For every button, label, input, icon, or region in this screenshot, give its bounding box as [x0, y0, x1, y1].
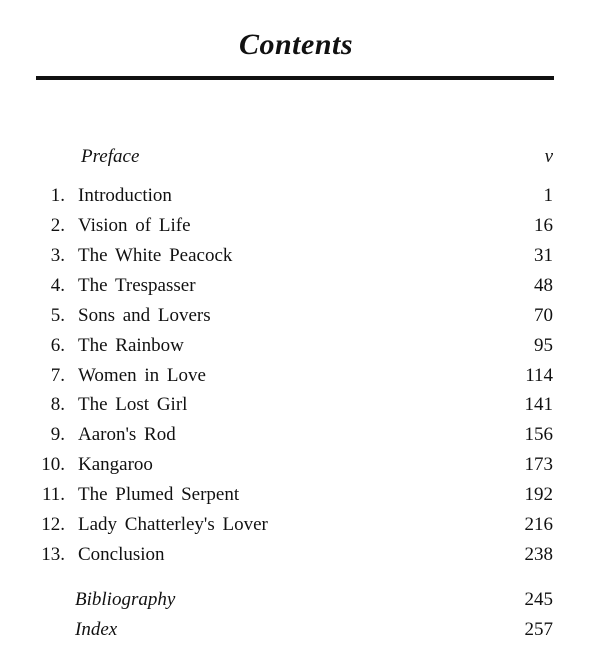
chapter-number: 12.: [41, 514, 65, 535]
chapter-title: The Trespasser: [78, 275, 196, 296]
chapter-page: 141: [524, 394, 553, 415]
chapter-title: Vision of Life: [78, 215, 191, 236]
chapter-title: The White Peacock: [78, 245, 233, 266]
toc-entry-chapter-2: [0, 212, 600, 240]
chapter-page: 156: [524, 424, 553, 445]
chapter-page: 192: [524, 484, 553, 505]
toc-entry-chapter-6: [0, 332, 600, 360]
toc-entry-chapter-12: [0, 511, 600, 539]
entry-page: 257: [524, 619, 553, 640]
chapter-title: Aaron's Rod: [78, 424, 176, 445]
chapter-number: 6.: [50, 335, 65, 356]
chapter-page: 1: [543, 185, 553, 206]
chapter-number: 1.: [50, 185, 65, 206]
chapter-page: 238: [524, 544, 553, 565]
entry-title: Preface: [81, 146, 140, 167]
toc-entry-chapter-7: [0, 362, 600, 390]
chapter-title: Kangaroo: [78, 454, 153, 475]
toc-entry-chapter-8: [0, 391, 600, 419]
toc-entry-chapter-9: [0, 421, 600, 449]
entry-title: Index: [75, 619, 118, 640]
chapter-page: 173: [524, 454, 553, 475]
chapter-number: 11.: [41, 484, 65, 505]
chapter-page: 114: [525, 365, 553, 386]
toc-entry-chapter-5: [0, 302, 600, 330]
chapter-page: 95: [534, 335, 553, 356]
chapter-number: 7.: [50, 365, 65, 386]
chapter-page: 70: [534, 305, 553, 326]
toc-entry-bibliography: [0, 586, 600, 614]
chapter-number: 9.: [50, 424, 65, 445]
toc-entry-chapter-13: [0, 541, 600, 569]
toc-entry-chapter-4: [0, 272, 600, 300]
chapter-number: 8.: [50, 394, 65, 415]
toc-entry-chapter-1: [0, 182, 600, 210]
page-title: Contents: [238, 28, 354, 61]
toc-entry-preface: [0, 143, 600, 171]
chapter-title: Sons and Lovers: [78, 305, 211, 326]
chapter-number: 13.: [41, 544, 65, 565]
chapter-number: 4.: [50, 275, 65, 296]
chapter-title: The Lost Girl: [78, 394, 188, 415]
chapter-number: 10.: [41, 454, 65, 475]
toc-entry-chapter-11: [0, 481, 600, 509]
chapter-page: 216: [524, 514, 553, 535]
chapter-title: The Plumed Serpent: [78, 484, 240, 505]
chapter-page: 31: [534, 245, 553, 266]
entry-page: 245: [524, 589, 553, 610]
chapter-number: 5.: [50, 305, 65, 326]
chapter-title: Introduction: [78, 185, 172, 206]
entry-page: v: [544, 146, 553, 167]
toc-entry-index: [0, 616, 600, 644]
chapter-number: 3.: [50, 245, 65, 266]
chapter-title: Women in Love: [78, 365, 206, 386]
title-rule: [36, 76, 554, 80]
entry-title: Bibliography: [75, 589, 176, 610]
chapter-page: 48: [534, 275, 553, 296]
chapter-page: 16: [534, 215, 553, 236]
chapter-title: Conclusion: [78, 544, 165, 565]
chapter-number: 2.: [50, 215, 65, 236]
toc-entry-chapter-3: [0, 242, 600, 270]
chapter-title: The Rainbow: [78, 335, 184, 356]
chapter-title: Lady Chatterley's Lover: [78, 514, 268, 535]
toc-entry-chapter-10: [0, 451, 600, 479]
